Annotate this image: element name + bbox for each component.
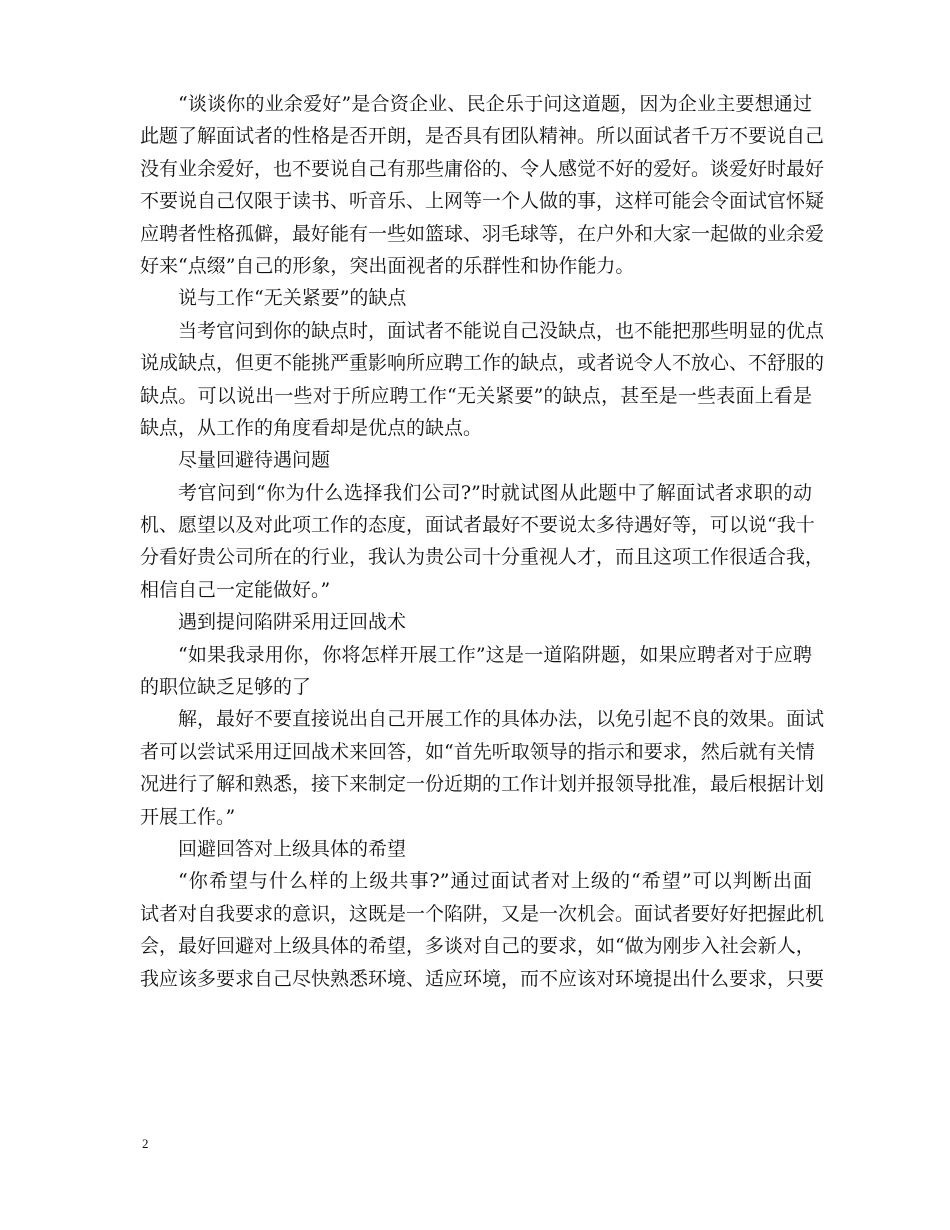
text-line: 试者对自我要求的意识，这既是一个陷阱，又是一次机会。面试者要好好把握此机 xyxy=(140,902,825,925)
text-line: 解，最好不要直接说出自己开展工作的具体办法，以免引起不良的效果。面试 xyxy=(178,708,825,731)
text-line: 我应该多要求自己尽快熟悉环境、适应环境，而不应该对环境提出什么要求，只要 xyxy=(140,967,825,990)
text-line: “你希望与什么样的上级共事?”通过面试者对上级的“希望”可以判断出面 xyxy=(178,870,812,893)
text-line: 说成缺点，但更不能挑严重影响所应聘工作的缺点，或者说令人不放心、不舒服的 xyxy=(140,352,825,375)
text-line: 者可以尝试采用迂回战术来回答，如“首先听取领导的指示和要求，然后就有关情 xyxy=(140,740,815,763)
text-line: 会，最好回避对上级具体的希望，多谈对自己的要求，如“做为刚步入社会新人， xyxy=(140,935,815,958)
text-line: “如果我录用你，你将怎样开展工作”这是一道陷阱题，如果应聘者对于应聘 xyxy=(178,643,812,666)
text-line: 应聘者性格孤僻，最好能有一些如篮球、羽毛球等，在户外和大家一起做的业余爱 xyxy=(140,222,825,245)
section-heading: 说与工作“无关紧要”的缺点 xyxy=(178,287,407,310)
page-number: 2 xyxy=(142,1136,149,1151)
text-line: 开展工作。” xyxy=(140,805,236,828)
text-line: 没有业余爱好，也不要说自己有那些庸俗的、令人感觉不好的爱好。谈爱好时最好 xyxy=(140,157,825,180)
section-heading: 回避回答对上级具体的希望 xyxy=(178,837,407,860)
text-line: 好来“点缀”自己的形象，突出面视者的乐群性和协作能力。 xyxy=(140,254,635,277)
text-line: 不要说自己仅限于读书、听音乐、上网等一个人做的事，这样可能会令面试官怀疑 xyxy=(140,190,825,213)
text-line: 机、愿望以及对此项工作的态度，面试者最好不要说太多待遇好等，可以说“我十 xyxy=(140,514,815,537)
text-line: 相信自己一定能做好。” xyxy=(140,578,331,601)
section-heading: 遇到提问陷阱采用迂回战术 xyxy=(178,611,407,634)
section-heading: 尽量回避待遇问题 xyxy=(178,449,331,472)
text-line: “谈谈你的业余爱好”是合资企业、民企乐于问这道题，因为企业主要想通过 xyxy=(178,93,812,115)
text-line: 缺点，从工作的角度看却是优点的缺点。 xyxy=(140,416,483,439)
text-line: 况进行了解和熟悉，接下来制定一份近期的工作计划并报领导批准，最后根据计划 xyxy=(140,773,825,796)
text-line: 此题了解面试者的性格是否开朗，是否具有团队精神。所以面试者千万不要说自己 xyxy=(140,125,825,148)
document-body xyxy=(140,88,825,995)
text-line: 分看好贵公司所在的行业，我认为贵公司十分重视人才，而且这项工作很适合我， xyxy=(140,546,825,569)
text-line: 缺点。可以说出一些对于所应聘工作“无关紧要”的缺点，甚至是一些表面上看是 xyxy=(140,384,812,407)
text-line: 的职位缺乏足够的了 xyxy=(140,676,312,699)
text-line: 考官问到“你为什么选择我们公司?”时就试图从此题中了解面试者求职的动 xyxy=(178,481,812,504)
text-line: 当考官问到你的缺点时，面试者不能说自己没缺点，也不能把那些明显的优点 xyxy=(178,319,825,342)
